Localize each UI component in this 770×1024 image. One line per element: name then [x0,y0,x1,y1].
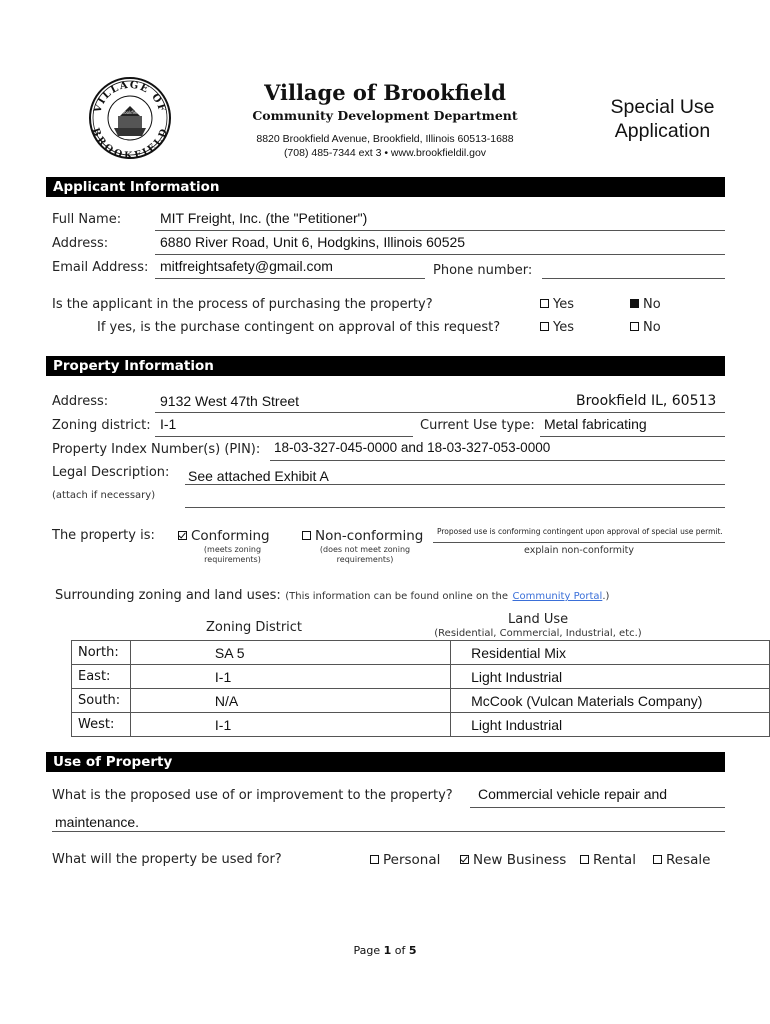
table-row [72,641,770,665]
zoning-district-underline [155,436,413,437]
resale-checkbox[interactable] [653,855,662,864]
row-land-use[interactable]: McCook (Vulcan Materials Company) [451,689,770,713]
page-of: of [391,944,409,957]
contingent-yes-option[interactable] [540,320,574,335]
table-row [72,713,770,737]
current-use-label: Current Use type: [420,418,535,433]
nonconforming-note-line-2: requirements) [336,555,394,564]
option-rental[interactable] [580,852,636,868]
section-use-of-property: Use of Property [46,752,725,772]
full-name-underline [155,230,725,231]
nonconforming-checkbox[interactable] [302,531,311,540]
section-applicant-information: Applicant Information [46,177,725,197]
email-value[interactable]: mitfreightsafety@gmail.com [160,258,333,274]
option-resale[interactable] [653,852,710,868]
current-use-value[interactable]: Metal fabricating [544,416,647,432]
resale-label: Resale [666,852,711,868]
total-pages: 5 [408,944,417,957]
full-name-value[interactable]: MIT Freight, Inc. (the "Petitioner") [160,210,368,226]
row-zoning[interactable]: SA 5 [130,641,450,665]
zoning-district-column-header: Zoning District [206,620,303,635]
purchase-no-checkbox[interactable] [630,299,639,308]
option-personal[interactable] [370,852,440,868]
table-row [72,665,770,689]
personal-checkbox[interactable] [370,855,379,864]
proposed-use-underline-2 [52,831,725,832]
rental-checkbox[interactable] [580,855,589,864]
nonconforming-label: Non-conforming [315,528,424,544]
contingent-no-option[interactable] [630,320,661,335]
department-address: 8820 Brookfield Avenue, Brookfield, Illinois 60513-1688 [256,133,514,145]
form-title-line-2: Application [614,120,711,142]
row-land-use[interactable]: Residential Mix [451,641,770,665]
purchase-yes-checkbox[interactable] [540,299,549,308]
conforming-option[interactable] [178,528,270,544]
nonconformity-underline [433,542,725,543]
property-address-underline [155,412,725,413]
used-for-question: What will the property be used for? [52,852,282,867]
property-city-value[interactable]: Brookfield IL, 60513 [576,393,717,409]
conforming-note-line-2: requirements) [204,555,261,564]
zoning-district-value[interactable]: I-1 [160,416,177,432]
zoning-district-label: Zoning district: [52,418,151,433]
contingent-no-label: No [643,320,661,335]
row-direction: North: [72,641,131,665]
conforming-note [185,545,280,565]
legal-description-underline-2 [185,507,725,508]
community-portal-link[interactable]: Community Portal [512,591,603,602]
purchase-yes-option[interactable] [540,297,574,312]
row-direction: South: [72,689,131,713]
row-direction: West: [72,713,131,737]
nonconformity-caption: explain non-conformity [524,545,634,556]
row-land-use[interactable]: Light Industrial [451,713,770,737]
row-land-use[interactable]: Light Industrial [451,665,770,689]
rental-label: Rental [593,852,636,868]
land-use-column-header: Land Use [508,612,569,627]
contingent-question: If yes, is the purchase contingent on approval of this request? [97,320,501,335]
purchase-no-label: No [643,297,661,312]
proposed-use-question: What is the proposed use of or improvement to the property? [52,788,453,803]
surrounding-zoning-line [55,586,609,604]
surrounding-label: Surrounding zoning and land uses: [55,588,281,603]
email-underline [155,278,425,279]
current-use-underline [540,436,725,437]
land-use-column-note: (Residential, Commercial, Industrial, etc.) [434,628,642,639]
row-zoning[interactable]: I-1 [130,713,450,737]
phone-label: Phone number: [433,263,533,278]
proposed-use-answer-line-2[interactable]: maintenance. [55,814,140,830]
pin-value[interactable]: 18-03-327-045-0000 and 18-03-327-053-0000 [274,440,551,455]
department-contact: (708) 485-7344 ext 3 • www.brookfieldil.gov [283,147,487,159]
row-zoning[interactable]: N/A [130,689,450,713]
seal-center-text: Brookfield [119,110,141,115]
section-property-information: Property Information [46,356,725,376]
form-title-line-1: Special Use [610,96,715,118]
conforming-checkbox[interactable] [178,531,187,540]
proposed-use-answer-line-1[interactable]: Commercial vehicle repair and [478,786,668,802]
property-address-label: Address: [52,394,109,409]
nonconformity-explanation-value[interactable]: Proposed use is conforming contingent upon approval of special use permit. [437,527,723,536]
phone-underline [542,278,725,279]
new-business-checkbox[interactable] [460,855,469,864]
purchase-no-option[interactable] [630,297,661,312]
surrounding-zoning-table [71,640,770,737]
current-page: 1 [383,944,392,957]
conforming-note-line-1: (meets zoning [203,545,262,554]
row-direction: East: [72,665,131,689]
legal-description-value[interactable]: See attached Exhibit A [188,468,329,484]
contingent-no-checkbox[interactable] [630,322,639,331]
purchase-yes-label: Yes [553,297,574,312]
village-seal-logo [88,76,172,160]
contingent-yes-label: Yes [553,320,574,335]
legal-description-note: (attach if necessary) [52,490,156,501]
personal-label: Personal [383,852,441,868]
new-business-label: New Business [473,852,567,868]
page-number [300,944,470,957]
nonconforming-note-line-1: (does not meet zoning [319,545,411,554]
department-name: Community Development Department [252,108,518,123]
page-title: Village of Brookfield [264,80,506,105]
property-is-label: The property is: [52,528,155,543]
email-label: Email Address: [52,260,149,275]
table-row [72,689,770,713]
page-prefix: Page [353,944,384,957]
purchase-question: Is the applicant in the process of purchasing the property? [52,297,433,312]
option-new-business[interactable] [460,852,566,868]
nonconforming-option[interactable] [302,528,423,544]
address-label: Address: [52,236,109,251]
conforming-label: Conforming [191,528,270,544]
pin-label: Property Index Number(s) (PIN): [52,442,261,457]
row-zoning[interactable]: I-1 [130,665,450,689]
proposed-use-underline-1 [470,807,725,808]
legal-description-label: Legal Description: [52,465,170,480]
legal-description-underline-1 [185,484,725,485]
surrounding-note: (This information can be found online on the [285,591,509,602]
applicant-address-value[interactable]: 6880 River Road, Unit 6, Hodgkins, Illinois 60525 [160,234,466,250]
full-name-label: Full Name: [52,212,122,227]
applicant-address-underline [155,254,725,255]
nonconforming-note [305,545,425,565]
surrounding-note-end: .) [602,591,610,602]
seal-text-bottom: BROOKFIELD [89,126,171,160]
seal-text-top: VILLAGE OF [92,79,168,115]
property-address-value[interactable]: 9132 West 47th Street [160,393,300,409]
contingent-yes-checkbox[interactable] [540,322,549,331]
pin-underline [270,460,725,461]
